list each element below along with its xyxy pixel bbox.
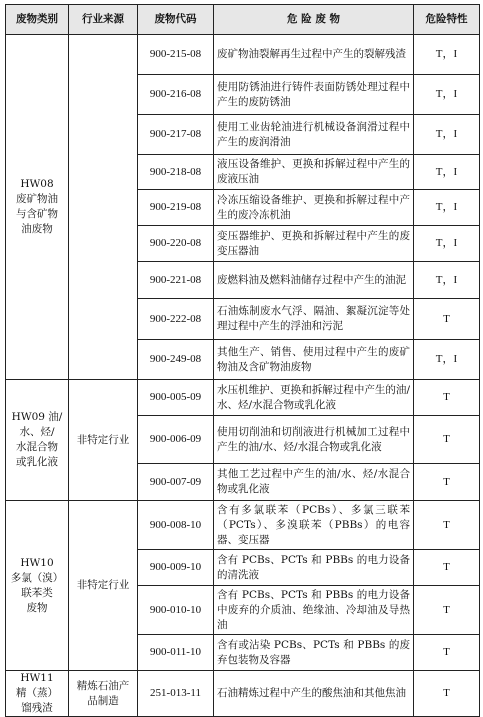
- hazard-cell: T: [414, 464, 480, 501]
- description-cell: 变压器维护、更换和拆解过程中产生的废变压器油: [214, 226, 414, 262]
- source-cell: 非特定行业: [69, 380, 138, 501]
- code-cell: 900-218-08: [138, 155, 214, 190]
- hazard-cell: T: [414, 380, 480, 416]
- header-code: 废物代码: [138, 5, 214, 35]
- header-row: [6, 5, 480, 35]
- hazard-cell: T: [414, 635, 480, 671]
- code-cell: 251-013-11: [138, 671, 214, 717]
- category-cell: HW11 精（蒸） 馏残渣: [6, 671, 69, 717]
- category-cell: HW09 油/ 水、烃/ 水混合物 或乳化液: [6, 380, 69, 501]
- code-cell: 900-008-10: [138, 501, 214, 550]
- hazard-cell: T: [414, 501, 480, 550]
- hazard-cell: T，I: [414, 226, 480, 262]
- code-cell: 900-221-08: [138, 262, 214, 299]
- table-row: [6, 671, 480, 717]
- category-cell: HW10 多氯（溴） 联苯类 废物: [6, 501, 69, 671]
- code-cell: 900-249-08: [138, 340, 214, 380]
- table-body: [6, 35, 480, 717]
- description-cell: 冷冻压缩设备维护、更换和拆解过程中产生的废冷冻机油: [214, 190, 414, 226]
- hazard-cell: T，I: [414, 155, 480, 190]
- description-cell: 水压机维护、更换和拆解过程中产生的油/水、烃/水混合物或乳化液: [214, 380, 414, 416]
- table-row: [6, 380, 480, 416]
- code-cell: 900-216-08: [138, 75, 214, 115]
- description-cell: 含有 PCBs、PCTs 和 PBBs 的电力设备的清洗液: [214, 550, 414, 586]
- code-cell: 900-006-09: [138, 416, 214, 464]
- hazard-cell: T，I: [414, 35, 480, 75]
- description-cell: 其他生产、销售、使用过程中产生的废矿物油及含矿物油废物: [214, 340, 414, 380]
- code-cell: 900-005-09: [138, 380, 214, 416]
- code-cell: 900-217-08: [138, 115, 214, 155]
- table-row: [6, 35, 480, 75]
- code-cell: 900-011-10: [138, 635, 214, 671]
- hazard-cell: T: [414, 416, 480, 464]
- table-row: [6, 501, 480, 550]
- code-cell: 900-222-08: [138, 299, 214, 340]
- source-cell: [69, 35, 138, 380]
- hazard-cell: T: [414, 671, 480, 717]
- header-hazard: 危险特性: [414, 5, 480, 35]
- code-cell: 900-220-08: [138, 226, 214, 262]
- description-cell: 其他工艺过程中产生的油/水、烃/水混合物或乳化液: [214, 464, 414, 501]
- description-cell: 液压设备维护、更换和拆解过程中产生的废液压油: [214, 155, 414, 190]
- hazard-cell: T: [414, 550, 480, 586]
- hazard-cell: T，I: [414, 340, 480, 380]
- description-cell: 含有或沾染 PCBs、PCTs 和 PBBs 的废弃包装物及容器: [214, 635, 414, 671]
- description-cell: 含有多氯联苯（PCBs）、多氯三联苯（PCTs）、多溴联苯（PBBs）的电容器、变压器: [214, 501, 414, 550]
- category-cell: HW08 废矿物油 与含矿物 油废物: [6, 35, 69, 380]
- description-cell: 废矿物油裂解再生过程中产生的裂解残渣: [214, 35, 414, 75]
- description-cell: 使用防锈油进行铸件表面防锈处理过程中产生的废防锈油: [214, 75, 414, 115]
- description-cell: 石油精炼过程中产生的酸焦油和其他焦油: [214, 671, 414, 717]
- code-cell: 900-215-08: [138, 35, 214, 75]
- hazard-cell: T: [414, 586, 480, 635]
- description-cell: 使用工业齿轮油进行机械设备润滑过程中产生的废润滑油: [214, 115, 414, 155]
- hazardous-waste-table: [5, 4, 480, 717]
- hazard-cell: T，I: [414, 75, 480, 115]
- hazard-cell: T，I: [414, 262, 480, 299]
- code-cell: 900-009-10: [138, 550, 214, 586]
- code-cell: 900-010-10: [138, 586, 214, 635]
- description-cell: 使用切削油和切削液进行机械加工过程中产生的油/水、烃/水混合物或乳化液: [214, 416, 414, 464]
- description-cell: 废燃料油及燃料油储存过程中产生的油泥: [214, 262, 414, 299]
- hazard-cell: T，I: [414, 190, 480, 226]
- description-cell: 石油炼制废水气浮、隔油、絮凝沉淀等处理过程中产生的浮油和污泥: [214, 299, 414, 340]
- source-cell: 精炼石油产品制造: [69, 671, 138, 717]
- header-description: 危 险 废 物: [214, 5, 414, 35]
- description-cell: 含有 PCBs、PCTs 和 PBBs 的电力设备中废弃的介质油、绝缘油、冷却油及导热油: [214, 586, 414, 635]
- header-source: 行业来源: [69, 5, 138, 35]
- code-cell: 900-219-08: [138, 190, 214, 226]
- source-cell: 非特定行业: [69, 501, 138, 671]
- code-cell: 900-007-09: [138, 464, 214, 501]
- hazard-cell: T，I: [414, 115, 480, 155]
- header-category: 废物类别: [6, 5, 69, 35]
- hazard-cell: T: [414, 299, 480, 340]
